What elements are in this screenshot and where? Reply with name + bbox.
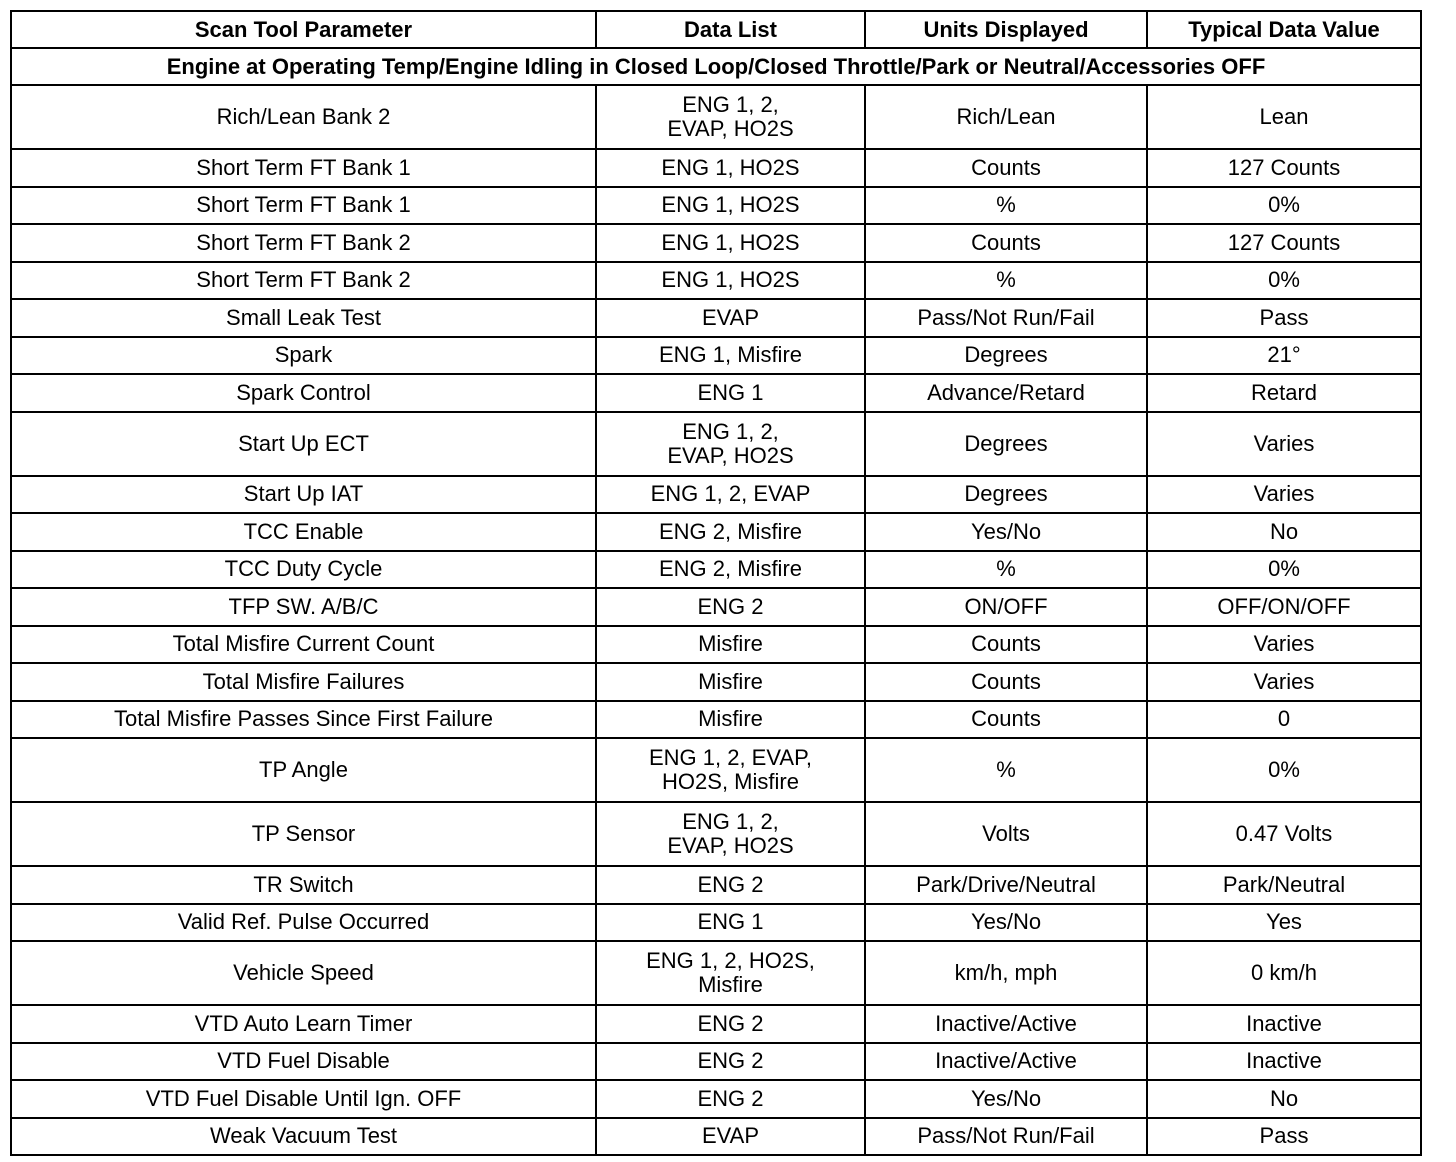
table-row (11, 187, 1421, 225)
data-list-line: ENG 1, 2, (682, 418, 779, 444)
table-row (11, 866, 1421, 904)
cell-units-displayed: % (865, 262, 1147, 300)
cell-data-list (596, 224, 865, 262)
cell-scan-tool-parameter: Small Leak Test (11, 299, 596, 337)
data-list-line: ENG 2, Misfire (658, 518, 803, 544)
header-typical-data-value: Typical Data Value (1147, 11, 1421, 48)
cell-scan-tool-parameter: Vehicle Speed (11, 941, 596, 1005)
cell-typical-data-value: Varies (1147, 476, 1421, 514)
cell-units-displayed: Yes/No (865, 904, 1147, 942)
cell-typical-data-value: Inactive (1147, 1043, 1421, 1081)
data-list-line: ENG 1, HO2S (661, 267, 800, 293)
cell-scan-tool-parameter: Weak Vacuum Test (11, 1118, 596, 1156)
cell-typical-data-value: Inactive (1147, 1005, 1421, 1043)
cell-units-displayed: Counts (865, 701, 1147, 739)
data-list-line: Misfire (698, 631, 763, 657)
table-row (11, 941, 1421, 1005)
data-list-line: ENG 1 (697, 379, 764, 405)
table-body (11, 48, 1421, 1155)
cell-scan-tool-parameter: VTD Fuel Disable Until Ign. OFF (11, 1080, 596, 1118)
cell-typical-data-value: Park/Neutral (1147, 866, 1421, 904)
table-row (11, 262, 1421, 300)
table-row (11, 1080, 1421, 1118)
data-list-line: EVAP, HO2S (667, 833, 794, 858)
cell-typical-data-value: 0% (1147, 738, 1421, 802)
cell-typical-data-value: No (1147, 513, 1421, 551)
cell-scan-tool-parameter: TFP SW. A/B/C (11, 588, 596, 626)
cell-typical-data-value: 0 km/h (1147, 941, 1421, 1005)
cell-typical-data-value: 0% (1147, 551, 1421, 589)
operating-condition: Engine at Operating Temp/Engine Idling in Closed Loop/Closed Throttle/Park or Neutral/Accessories OFF (11, 48, 1421, 85)
cell-scan-tool-parameter: TCC Duty Cycle (11, 551, 596, 589)
cell-units-displayed: Degrees (865, 476, 1147, 514)
cell-data-list (596, 1005, 865, 1043)
data-list-line: ENG 1, HO2S (661, 154, 800, 180)
cell-typical-data-value: Varies (1147, 412, 1421, 476)
table-row (11, 1118, 1421, 1156)
data-list-line: EVAP, HO2S (667, 442, 794, 468)
cell-data-list (596, 701, 865, 739)
cell-typical-data-value: 21° (1147, 337, 1421, 375)
cell-data-list (596, 588, 865, 626)
table-row (11, 904, 1421, 942)
data-list-line: ENG 1, Misfire (658, 342, 803, 368)
data-list-line: EVAP (701, 304, 760, 330)
cell-data-list (596, 802, 865, 866)
cell-scan-tool-parameter: Short Term FT Bank 2 (11, 224, 596, 262)
cell-data-list (596, 299, 865, 337)
cell-data-list (596, 941, 865, 1005)
data-list-line: Misfire (698, 706, 763, 732)
scan-tool-data-table (10, 10, 1422, 1156)
data-list-line: ENG 1, 2, EVAP, (648, 745, 813, 770)
cell-units-displayed: km/h, mph (865, 941, 1147, 1005)
cell-data-list (596, 149, 865, 187)
cell-data-list (596, 337, 865, 375)
cell-data-list (596, 476, 865, 514)
table-row (11, 337, 1421, 375)
data-list-line: ENG 2 (697, 871, 764, 897)
cell-scan-tool-parameter: Total Misfire Passes Since First Failure (11, 701, 596, 739)
condition-row (11, 48, 1421, 85)
cell-units-displayed: % (865, 187, 1147, 225)
cell-typical-data-value: Yes (1147, 904, 1421, 942)
cell-data-list (596, 374, 865, 412)
cell-units-displayed: Degrees (865, 412, 1147, 476)
data-list-line: EVAP (701, 1123, 760, 1149)
table-row (11, 701, 1421, 739)
cell-typical-data-value: Lean (1147, 85, 1421, 149)
cell-scan-tool-parameter: TR Switch (11, 866, 596, 904)
cell-typical-data-value: 0% (1147, 262, 1421, 300)
cell-units-displayed: Pass/Not Run/Fail (865, 1118, 1147, 1156)
cell-typical-data-value: Retard (1147, 374, 1421, 412)
data-list-line: ENG 2 (697, 1010, 764, 1036)
cell-units-displayed: ON/OFF (865, 588, 1147, 626)
data-list-line: ENG 1, 2, EVAP (650, 481, 811, 507)
data-list-line: Misfire (698, 668, 763, 694)
table-row (11, 802, 1421, 866)
data-list-line: ENG 1, 2, (682, 92, 779, 117)
cell-typical-data-value: 0% (1147, 187, 1421, 225)
cell-scan-tool-parameter: Rich/Lean Bank 2 (11, 85, 596, 149)
cell-units-displayed: Inactive/Active (865, 1043, 1147, 1081)
table-row (11, 374, 1421, 412)
cell-data-list (596, 1118, 865, 1156)
table-row (11, 224, 1421, 262)
data-list-line: ENG 1, HO2S (661, 192, 800, 218)
cell-units-displayed: % (865, 738, 1147, 802)
cell-data-list (596, 412, 865, 476)
cell-units-displayed: Volts (865, 802, 1147, 866)
header-row (11, 11, 1421, 48)
header-data-list: Data List (596, 11, 865, 48)
cell-data-list (596, 663, 865, 701)
cell-typical-data-value: 127 Counts (1147, 149, 1421, 187)
data-list-line: ENG 2 (697, 1085, 764, 1111)
cell-data-list (596, 904, 865, 942)
table-row (11, 1005, 1421, 1043)
table-row (11, 412, 1421, 476)
cell-typical-data-value: 0 (1147, 701, 1421, 739)
table-row (11, 476, 1421, 514)
table-row (11, 626, 1421, 664)
cell-data-list (596, 262, 865, 300)
cell-typical-data-value: No (1147, 1080, 1421, 1118)
cell-scan-tool-parameter: Spark Control (11, 374, 596, 412)
cell-typical-data-value: 0.47 Volts (1147, 802, 1421, 866)
cell-units-displayed: Degrees (865, 337, 1147, 375)
cell-scan-tool-parameter: Spark (11, 337, 596, 375)
table-row (11, 663, 1421, 701)
cell-scan-tool-parameter: Short Term FT Bank 1 (11, 149, 596, 187)
cell-scan-tool-parameter: Start Up IAT (11, 476, 596, 514)
data-list-line: ENG 1, 2, (682, 809, 779, 834)
table-row (11, 738, 1421, 802)
cell-data-list (596, 551, 865, 589)
cell-data-list (596, 626, 865, 664)
cell-scan-tool-parameter: Short Term FT Bank 2 (11, 262, 596, 300)
header-units-displayed: Units Displayed (865, 11, 1147, 48)
header-scan-tool-parameter: Scan Tool Parameter (11, 11, 596, 48)
cell-units-displayed: Counts (865, 224, 1147, 262)
cell-scan-tool-parameter: TP Angle (11, 738, 596, 802)
cell-data-list (596, 85, 865, 149)
table-row (11, 85, 1421, 149)
cell-units-displayed: Rich/Lean (865, 85, 1147, 149)
cell-units-displayed: Park/Drive/Neutral (865, 866, 1147, 904)
cell-scan-tool-parameter: Start Up ECT (11, 412, 596, 476)
cell-units-displayed: Pass/Not Run/Fail (865, 299, 1147, 337)
cell-units-displayed: Yes/No (865, 513, 1147, 551)
cell-scan-tool-parameter: VTD Auto Learn Timer (11, 1005, 596, 1043)
cell-scan-tool-parameter: Total Misfire Failures (11, 663, 596, 701)
cell-data-list (596, 1080, 865, 1118)
table-row (11, 551, 1421, 589)
cell-data-list (596, 738, 865, 802)
cell-typical-data-value: 127 Counts (1147, 224, 1421, 262)
data-list-line: ENG 1 (697, 909, 764, 935)
cell-typical-data-value: Pass (1147, 1118, 1421, 1156)
data-list-line: ENG 1, HO2S (661, 229, 800, 255)
cell-data-list (596, 1043, 865, 1081)
cell-scan-tool-parameter: Short Term FT Bank 1 (11, 187, 596, 225)
cell-typical-data-value: Pass (1147, 299, 1421, 337)
cell-scan-tool-parameter: VTD Fuel Disable (11, 1043, 596, 1081)
cell-data-list (596, 187, 865, 225)
cell-data-list (596, 866, 865, 904)
cell-units-displayed: Counts (865, 149, 1147, 187)
data-list-line: Misfire (698, 972, 763, 997)
table-row (11, 299, 1421, 337)
data-list-line: HO2S, Misfire (662, 769, 799, 794)
cell-typical-data-value: Varies (1147, 626, 1421, 664)
table-row (11, 149, 1421, 187)
cell-units-displayed: Counts (865, 663, 1147, 701)
data-list-line: ENG 2 (697, 593, 764, 619)
cell-units-displayed: Counts (865, 626, 1147, 664)
table-row (11, 588, 1421, 626)
data-list-line: ENG 2, Misfire (658, 556, 803, 582)
cell-scan-tool-parameter: Total Misfire Current Count (11, 626, 596, 664)
data-list-line: ENG 2 (697, 1048, 764, 1074)
cell-units-displayed: % (865, 551, 1147, 589)
cell-units-displayed: Yes/No (865, 1080, 1147, 1118)
cell-units-displayed: Inactive/Active (865, 1005, 1147, 1043)
cell-data-list (596, 513, 865, 551)
cell-scan-tool-parameter: Valid Ref. Pulse Occurred (11, 904, 596, 942)
data-list-line: ENG 1, 2, HO2S, (646, 948, 815, 973)
cell-scan-tool-parameter: TCC Enable (11, 513, 596, 551)
cell-scan-tool-parameter: TP Sensor (11, 802, 596, 866)
table-row (11, 513, 1421, 551)
data-list-line: EVAP, HO2S (667, 116, 794, 141)
cell-typical-data-value: Varies (1147, 663, 1421, 701)
cell-units-displayed: Advance/Retard (865, 374, 1147, 412)
cell-typical-data-value: OFF/ON/OFF (1147, 588, 1421, 626)
table-row (11, 1043, 1421, 1081)
